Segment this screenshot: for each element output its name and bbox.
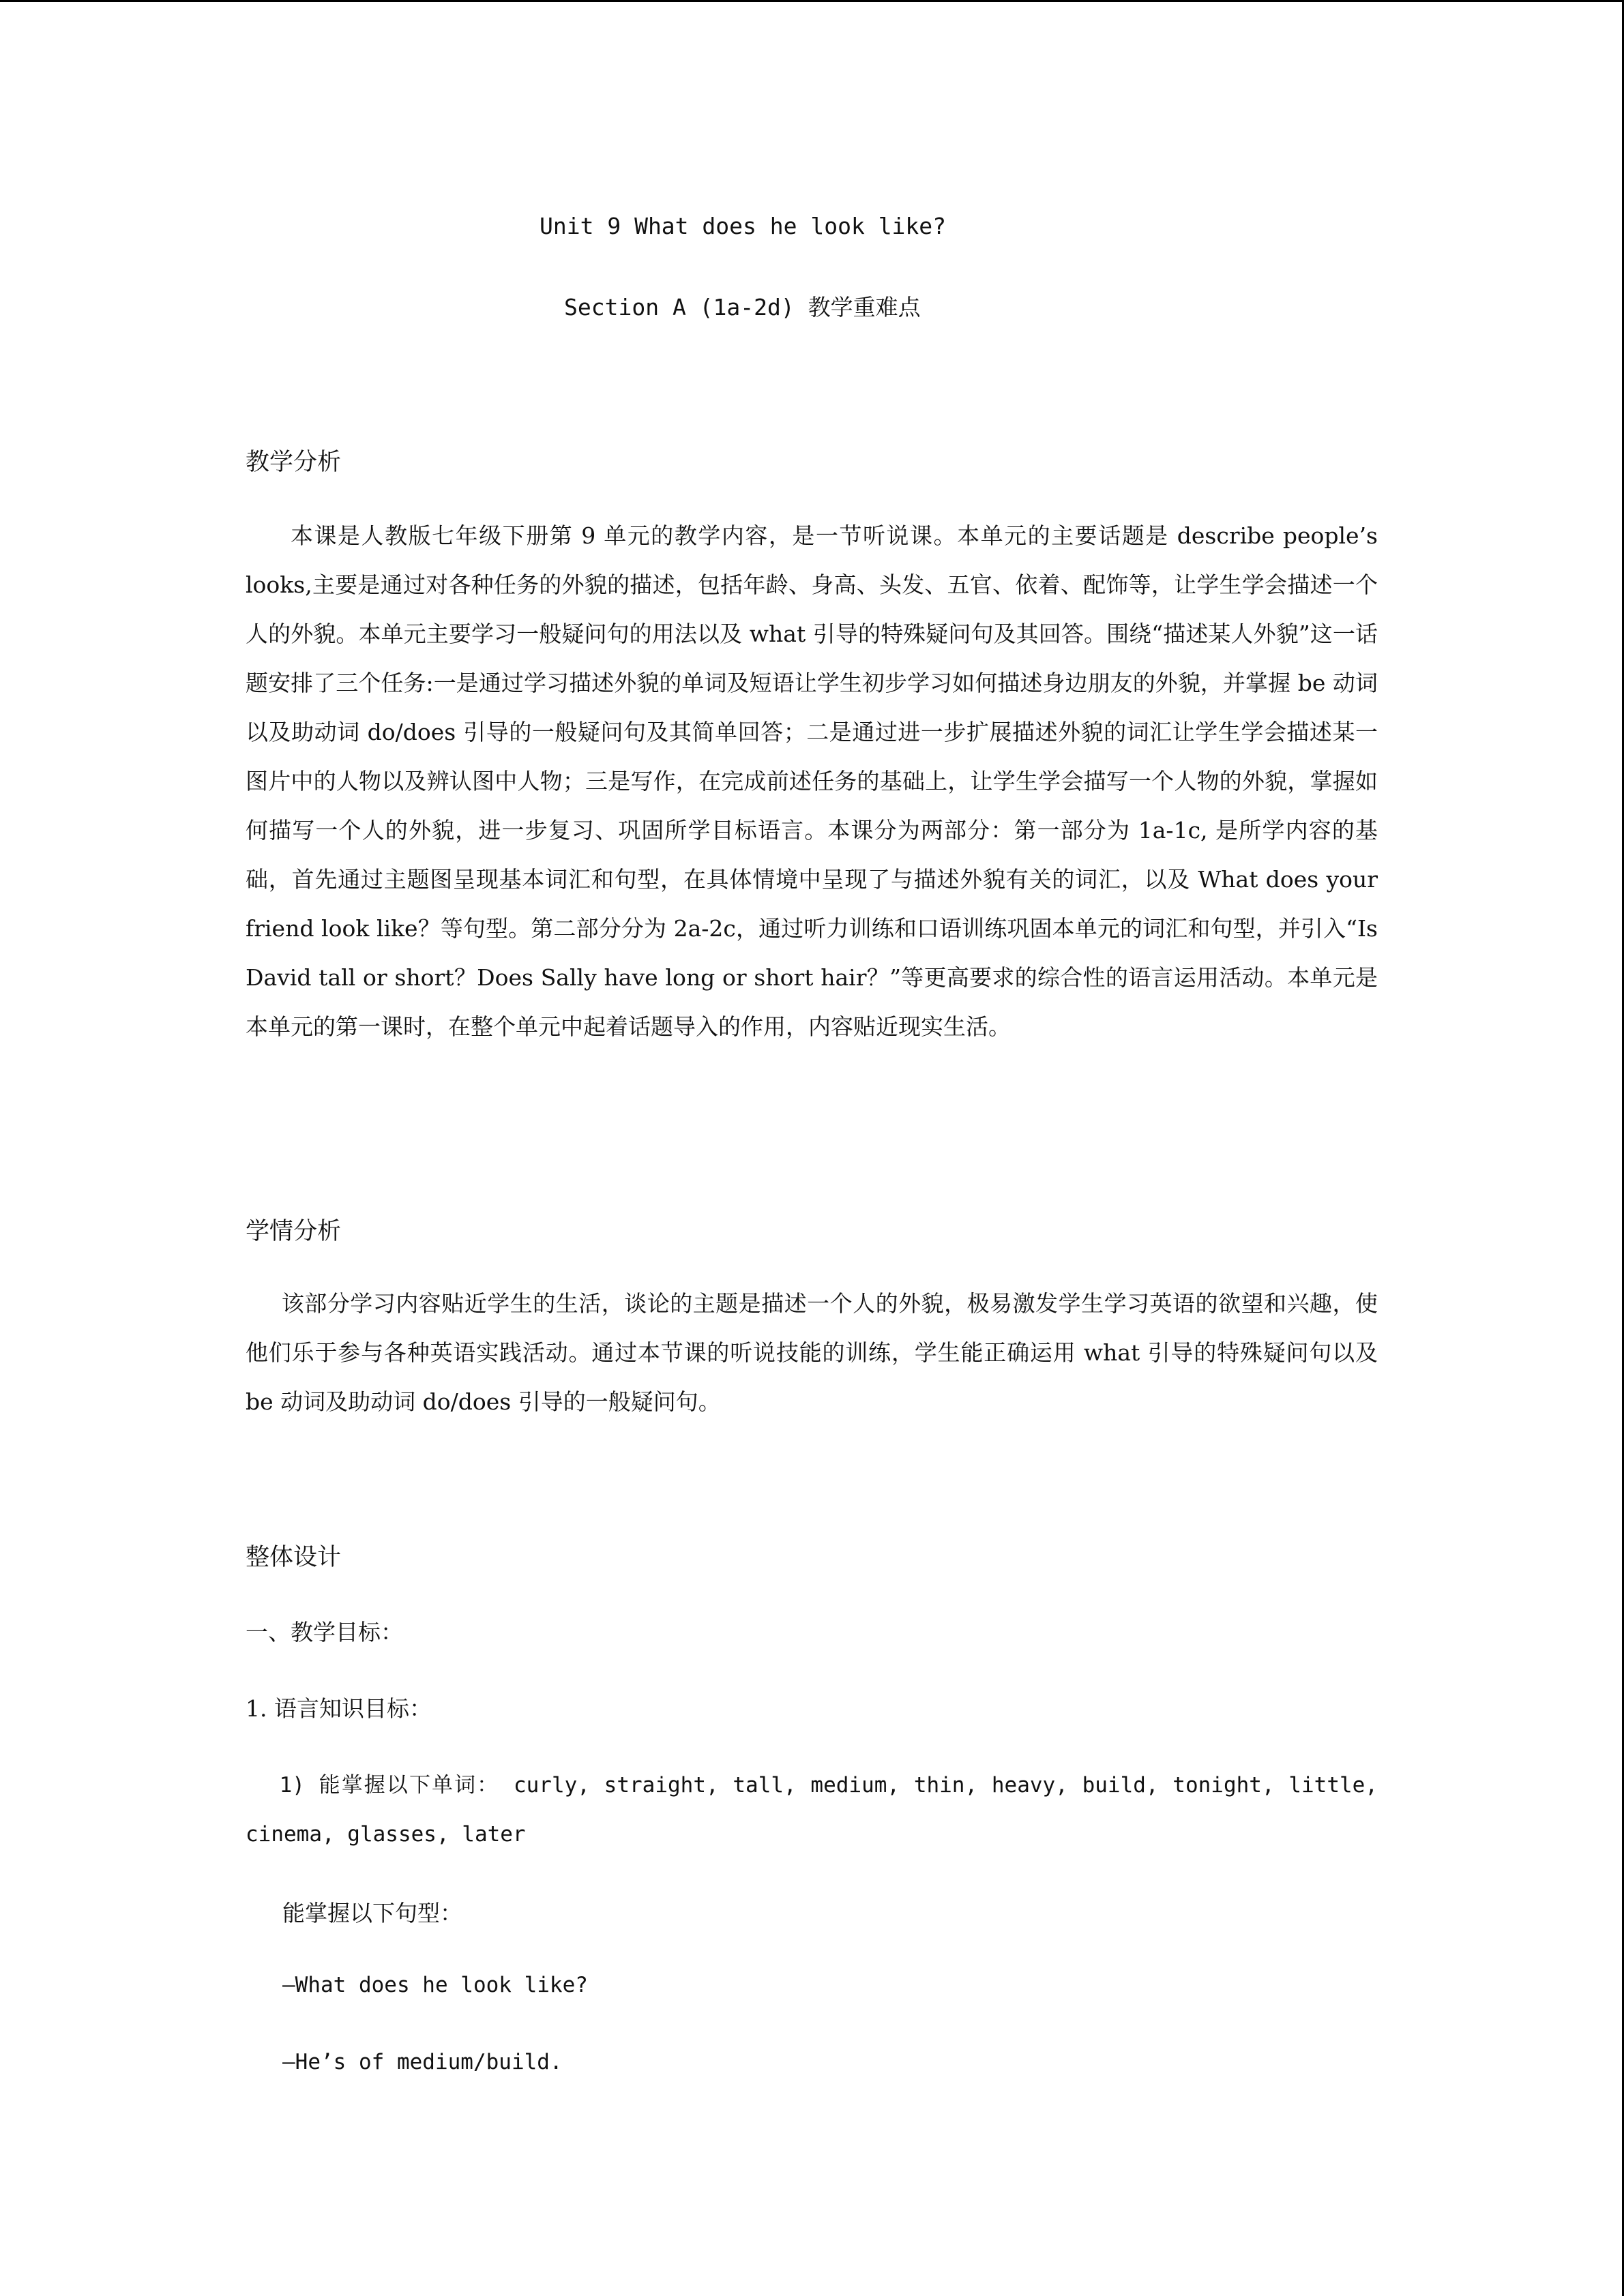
sentence-pattern-answer: —He’s of medium/build.: [282, 2050, 563, 2074]
heading-language-knowledge: 1. 语言知识目标：: [246, 1695, 432, 1722]
page-top-border: [0, 0, 1624, 2]
heading-student-analysis: 学情分析: [246, 1218, 342, 1245]
sentence-patterns-label: 能掌握以下句型：: [282, 1900, 462, 1926]
vocabulary-list: 1) 能掌握以下单词： curly, straight, tall, medium, thin, heavy, build, tonight, little, cinema, glasses, later: [246, 1773, 1378, 1847]
teaching-analysis-paragraph: 本课是人教版七年级下册第 9 单元的教学内容，是一节听说课。本单元的主要话题是 describe people’s looks,主要是通过对各种任务的外貌的描述，包括年龄、身高、头发、五官、依着、配饰等，让学生学会描述一个人的外貌。本单元主要学习一般疑问句的用法以及 what 引导的特殊疑问句及其回答。围绕“描述某人外貌”这一话题安排了三个任务:一是通过学习描述外貌的单词及短语让学生初步学习如何描述身边朋友的外貌，并掌握 be 动词以及助动词 do/does 引导的一般疑问句及其简单回答；二是通过进一步扩展描述外貌的词汇让学生学会描述某一图片中的人物以及辨认图中人物；三是写作，在完成前述任务的基础上，让学生学会描写一个人物的外貌，掌握如何描写一个人的外貌，进一步复习、巩固所学目标语言。本课分为两部分：第一部分为 1a-1c, 是所学内容的基础，首先通过主题图呈现基本词汇和句型，在具体情境中呈现了与描述外貌有关的词汇，以及 What does your friend look like？等句型。第二部分分为 2a-2c，通过听力训练和口语训练巩固本单元的词汇和句型，并引入“Is David tall or short？Does Sally have long or short hair？”等更高要求的综合性的语言运用活动。本单元是本单元的第一课时，在整个单元中起着话题导入的作用，内容贴近现实生活。: [246, 522, 1378, 1040]
heading-teaching-analysis: 教学分析: [246, 449, 342, 476]
document-subtitle: Section A (1a-2d) 教学重难点: [564, 294, 921, 320]
student-analysis-paragraph: 该部分学习内容贴近学生的生活，谈论的主题是描述一个人的外貌，极易激发学生学习英语的欲望和兴趣，使他们乐于参与各种英语实践活动。通过本节课的听说技能的训练，学生能正确运用 what 引导的特殊疑问句以及 be 动词及助动词 do/does 引导的一般疑问句。: [246, 1290, 1378, 1415]
sentence-pattern-question: —What does he look like?: [282, 1973, 588, 1997]
heading-teaching-goals: 一、教学目标：: [246, 1619, 403, 1645]
heading-overall-design: 整体设计: [246, 1544, 342, 1571]
document-title: Unit 9 What does he look like?: [540, 213, 947, 239]
